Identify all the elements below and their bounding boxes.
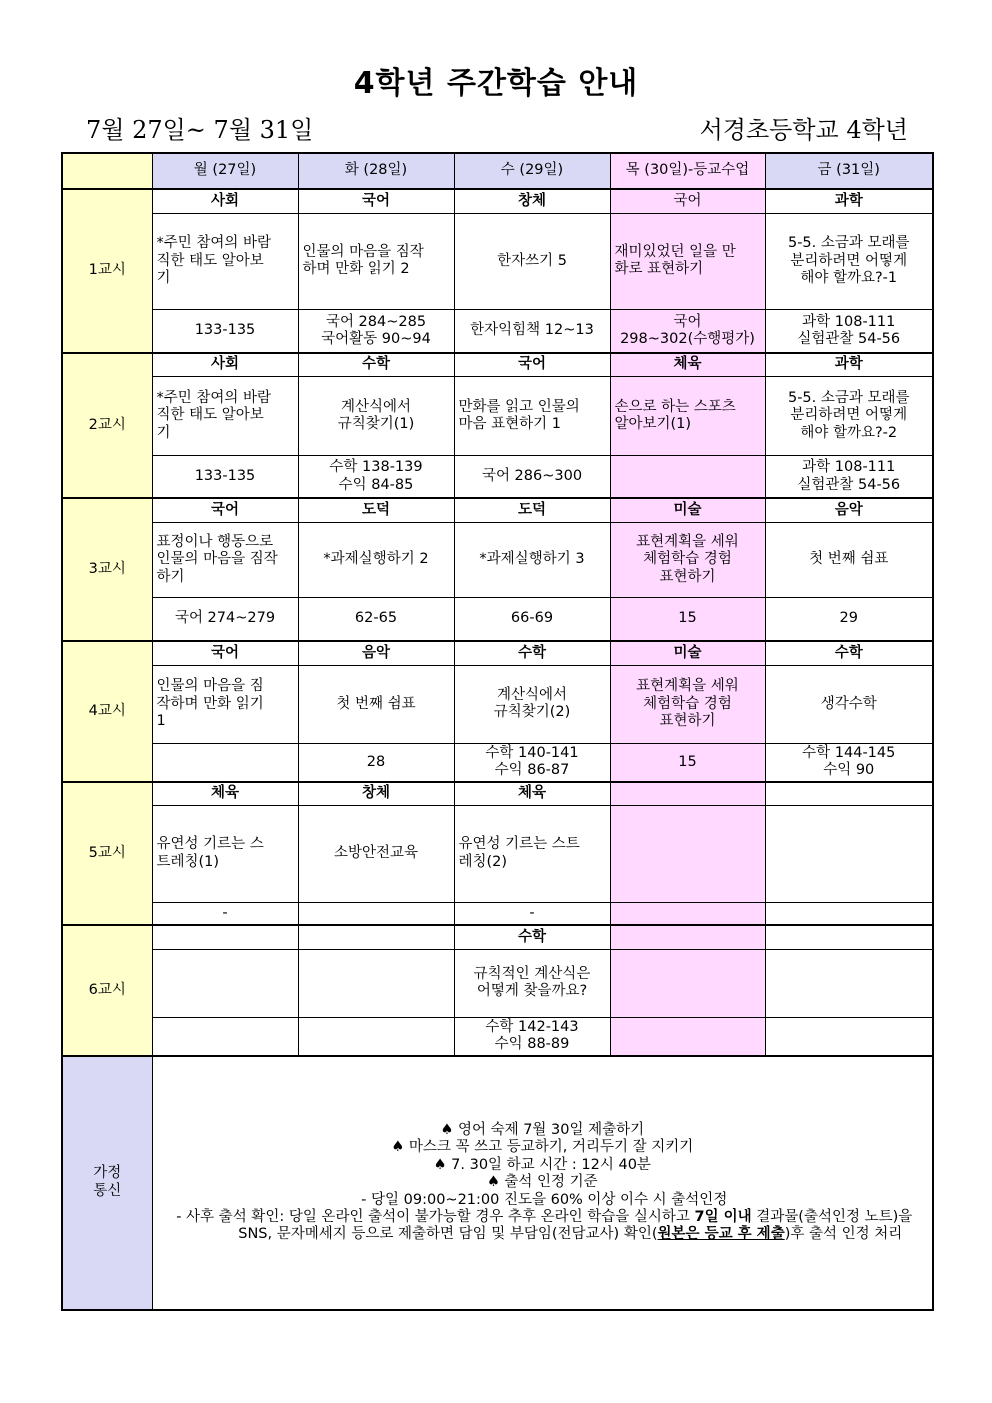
home-notice-label xyxy=(62,1056,152,1310)
topic-line: 표현계획을 세워 xyxy=(636,678,739,695)
topic-line: 레칭(2) xyxy=(458,853,508,870)
subject-cell-mon: 사회 xyxy=(152,353,298,377)
topic-line: 계산식에서 xyxy=(340,398,412,415)
pages-cell-tue xyxy=(298,1018,454,1056)
topic-line: 인물의 마음을 짐작 xyxy=(302,244,424,261)
topic-cell-wed xyxy=(454,665,610,743)
subject-cell-wed: 도덕 xyxy=(454,498,610,522)
topic-line: *주민 참여의 바람 xyxy=(156,390,272,406)
pages-cell-tue xyxy=(298,598,454,641)
pages-line: 수익 84-85 xyxy=(338,476,414,493)
day-header-mon: 월 (27일) xyxy=(152,153,298,189)
subject-cell-fri: 수학 xyxy=(765,641,933,665)
day-header-thu: 목 (30일)-등교수업 xyxy=(610,153,765,189)
day-header-fri: 금 (31일) xyxy=(765,153,933,189)
notice-emphasis: 원본은 등교 후 제출 xyxy=(657,1226,785,1243)
topic-line: 만화를 읽고 인물의 xyxy=(458,398,580,415)
topic-line: 1 xyxy=(156,712,166,729)
subject-cell-wed: 수학 xyxy=(454,925,610,949)
pages-cell-mon xyxy=(152,743,298,781)
pages-cell-wed xyxy=(454,598,610,641)
subject-cell-tue: 창체 xyxy=(298,782,454,806)
page-title: 4학년 주간학습 안내 xyxy=(353,66,639,101)
period-1-pages-row xyxy=(62,310,933,353)
pages-line: 15 xyxy=(678,610,697,627)
day-header-row xyxy=(62,153,933,189)
topic-line: 직한 태도 알아보 xyxy=(156,407,264,424)
period-2-pages-row xyxy=(62,455,933,498)
topic-line: 해야 할까요?-2 xyxy=(800,424,898,441)
pages-line: 국어활동 90~94 xyxy=(321,330,431,347)
pages-cell-mon xyxy=(152,598,298,641)
pages-line: 국어 xyxy=(673,313,702,330)
topic-line: 작하며 만화 읽기 xyxy=(156,695,264,712)
topic-cell-wed xyxy=(454,523,610,598)
topic-cell-fri xyxy=(765,949,933,1017)
pages-line: 수학 140-141 xyxy=(485,744,579,761)
notice-emphasis: 7일 이내 xyxy=(694,1208,752,1225)
subject-cell-tue: 음악 xyxy=(298,641,454,665)
pages-cell-wed xyxy=(454,1018,610,1056)
period-label: 4교시 xyxy=(62,641,152,782)
topic-line: 유연성 기르는 스 xyxy=(156,836,264,853)
notice-text: 결과물(출석인정 노트)을 xyxy=(751,1208,913,1225)
period-1-subject-row xyxy=(62,189,933,213)
day-header-tue: 화 (28일) xyxy=(298,153,454,189)
topic-line: 유연성 기르는 스트 xyxy=(458,836,580,853)
home-notice-row xyxy=(62,1056,933,1310)
subject-cell-fri: 음악 xyxy=(765,498,933,522)
pages-line: 한자익힘책 12~13 xyxy=(470,322,594,339)
pages-cell-thu xyxy=(610,598,765,641)
notice-text: SNS, 문자메세지 등으로 제출하면 담임 및 부담임(전담교사) 확인( xyxy=(238,1226,658,1243)
topic-line: 표정이나 행동으로 xyxy=(156,534,274,551)
topic-line: *과제실행하기 2 xyxy=(323,551,429,568)
period-2-subject-row xyxy=(62,353,933,377)
period-3-pages-row xyxy=(62,598,933,641)
subject-cell-tue xyxy=(298,925,454,949)
topic-line: 5-5. 소금과 모래를 xyxy=(787,235,910,252)
topic-cell-fri xyxy=(765,665,933,743)
pages-line: 과학 108-111 xyxy=(802,459,896,476)
topic-line: 규칙찾기(1) xyxy=(337,416,415,433)
pages-line: 수익 86-87 xyxy=(494,762,570,779)
notice-sub-item xyxy=(157,1209,929,1226)
period-5-subject-row xyxy=(62,782,933,806)
pages-line: 62-65 xyxy=(354,610,398,627)
day-header-wed: 수 (29일) xyxy=(454,153,610,189)
topic-line: 기 xyxy=(156,270,171,287)
pages-line: 실험관찰 54-56 xyxy=(797,330,901,347)
topic-line: 인물의 마음을 짐 xyxy=(156,678,264,695)
topic-line: 체험학습 경험 xyxy=(643,551,732,568)
topic-line: 마음 표현하기 1 xyxy=(458,416,561,433)
topic-line: 분리하려면 어떻게 xyxy=(790,407,908,424)
topic-cell-thu xyxy=(610,213,765,309)
pages-cell-tue xyxy=(298,902,454,925)
notice-bullet: ♠ 출석 인정 기준 xyxy=(486,1174,598,1191)
topic-line: 첫 번째 쉼표 xyxy=(336,695,416,712)
subject-cell-wed: 창체 xyxy=(454,189,610,213)
topic-line: 하기 xyxy=(156,568,185,585)
subject-cell-thu: 국어 xyxy=(610,189,765,213)
subject-cell-mon: 국어 xyxy=(152,498,298,522)
period-label: 2교시 xyxy=(62,353,152,499)
pages-line: 수학 144-145 xyxy=(802,744,896,761)
subject-cell-thu: 미술 xyxy=(610,641,765,665)
topic-line: 해야 할까요?-1 xyxy=(800,270,898,287)
subject-cell-wed: 국어 xyxy=(454,353,610,377)
topic-cell-tue xyxy=(298,377,454,455)
notice-bullet: ♠ 마스크 꼭 쓰고 등교하기, 거리두기 잘 지키기 xyxy=(391,1139,694,1156)
pages-line: 133-135 xyxy=(194,322,256,339)
topic-line: 어떻게 찾을까요? xyxy=(476,983,588,1000)
topic-cell-fri xyxy=(765,377,933,455)
pages-cell-tue xyxy=(298,310,454,353)
topic-line: 기 xyxy=(156,424,171,441)
subject-cell-mon: 사회 xyxy=(152,189,298,213)
home-notice-content xyxy=(152,1056,933,1310)
pages-cell-fri xyxy=(765,743,933,781)
period-6-pages-row xyxy=(62,1018,933,1056)
topic-cell-tue xyxy=(298,806,454,902)
subject-cell-mon: 국어 xyxy=(152,641,298,665)
period-5-topic-row xyxy=(62,806,933,902)
topic-cell-mon xyxy=(152,523,298,598)
topic-line: 5-5. 소금과 모래를 xyxy=(787,390,910,406)
pages-line: 28 xyxy=(366,753,386,770)
pages-cell-mon xyxy=(152,1018,298,1056)
school-name: 서경초등학교 4학년 xyxy=(699,116,908,144)
topic-cell-mon xyxy=(152,949,298,1017)
topic-line: 하며 만화 읽기 2 xyxy=(302,261,410,278)
notice-sub-item xyxy=(157,1226,929,1243)
notice-text: )후 출석 인정 처리 xyxy=(784,1226,903,1243)
period-label: 3교시 xyxy=(62,498,152,641)
topic-cell-thu xyxy=(610,665,765,743)
pages-cell-wed xyxy=(454,743,610,781)
topic-line: 생각수학 xyxy=(820,695,877,712)
schedule-body xyxy=(62,153,933,1310)
topic-cell-wed xyxy=(454,949,610,1017)
pages-line: 수익 90 xyxy=(823,762,875,779)
pages-cell-tue xyxy=(298,455,454,498)
subject-cell-tue: 수학 xyxy=(298,353,454,377)
topic-cell-fri xyxy=(765,213,933,309)
topic-cell-thu xyxy=(610,806,765,902)
pages-line: 수학 142-143 xyxy=(485,1018,579,1035)
topic-line: 체험학습 경험 xyxy=(643,695,732,712)
subject-cell-thu xyxy=(610,782,765,806)
topic-cell-mon xyxy=(152,377,298,455)
period-4-subject-row xyxy=(62,641,933,665)
topic-line: 트레칭(1) xyxy=(156,853,220,870)
topic-line: 분리하려면 어떻게 xyxy=(790,252,908,269)
topic-line: 손으로 하는 스포츠 xyxy=(614,398,736,415)
topic-cell-thu xyxy=(610,949,765,1017)
topic-line: 한자쓰기 5 xyxy=(497,252,567,269)
pages-line: - xyxy=(222,904,228,921)
topic-cell-wed xyxy=(454,377,610,455)
pages-line: 과학 108-111 xyxy=(802,313,896,330)
pages-cell-wed xyxy=(454,455,610,498)
pages-line: 66-69 xyxy=(510,610,554,627)
topic-cell-mon xyxy=(152,665,298,743)
subject-cell-mon xyxy=(152,925,298,949)
pages-line: - xyxy=(529,904,535,921)
subject-cell-wed: 수학 xyxy=(454,641,610,665)
pages-line: 국어 284~285 xyxy=(325,313,427,330)
subject-cell-thu xyxy=(610,925,765,949)
notice-text: - 사후 출석 확인: 당일 온라인 출석이 불가능할 경우 추후 온라인 학습을 실시하고 xyxy=(176,1208,695,1225)
topic-cell-thu xyxy=(610,523,765,598)
notice-bullet: ♠ 영어 숙제 7월 30일 제출하기 xyxy=(440,1121,645,1138)
topic-line: 화로 표현하기 xyxy=(614,261,704,278)
pages-line: 수학 138-139 xyxy=(329,459,423,476)
period-3-subject-row xyxy=(62,498,933,522)
period-6-subject-row xyxy=(62,925,933,949)
topic-line: 직한 태도 알아보 xyxy=(156,252,264,269)
period-4-topic-row xyxy=(62,665,933,743)
pages-cell-mon xyxy=(152,902,298,925)
period-3-topic-row xyxy=(62,523,933,598)
topic-line: 규칙찾기(2) xyxy=(493,704,571,721)
pages-cell-fri xyxy=(765,310,933,353)
weekly-schedule-table xyxy=(61,152,934,1311)
topic-cell-thu xyxy=(610,377,765,455)
subject-cell-tue: 도덕 xyxy=(298,498,454,522)
pages-cell-mon xyxy=(152,310,298,353)
corner-cell xyxy=(62,153,152,189)
period-label: 1교시 xyxy=(62,189,152,353)
subject-cell-mon: 체육 xyxy=(152,782,298,806)
subject-cell-fri xyxy=(765,782,933,806)
topic-line: 계산식에서 xyxy=(496,686,568,703)
topic-line: 표현계획을 세워 xyxy=(636,534,739,551)
topic-line: 재미있었던 일을 만 xyxy=(614,244,736,261)
pages-line: 15 xyxy=(678,753,697,770)
period-2-topic-row xyxy=(62,377,933,455)
period-1-topic-row xyxy=(62,213,933,309)
topic-cell-mon xyxy=(152,213,298,309)
subject-cell-thu: 체육 xyxy=(610,353,765,377)
pages-line: 국어 274~279 xyxy=(174,610,276,627)
pages-line: 133-135 xyxy=(194,467,256,484)
notice-bullet: ♠ 7. 30일 하교 시간 : 12시 40분 xyxy=(433,1156,651,1173)
topic-cell-fri xyxy=(765,806,933,902)
pages-line: 실험관찰 54-56 xyxy=(797,476,901,493)
subject-cell-fri: 과학 xyxy=(765,353,933,377)
pages-cell-thu xyxy=(610,1018,765,1056)
pages-cell-mon xyxy=(152,455,298,498)
topic-cell-fri xyxy=(765,523,933,598)
pages-cell-fri xyxy=(765,455,933,498)
notice-label-line: 통신 xyxy=(93,1182,122,1199)
topic-cell-tue xyxy=(298,213,454,309)
topic-line: 소방안전교육 xyxy=(333,845,419,862)
topic-line: 첫 번째 쉼표 xyxy=(809,551,889,568)
pages-cell-thu xyxy=(610,310,765,353)
pages-line: 29 xyxy=(839,610,858,627)
period-4-pages-row xyxy=(62,743,933,781)
date-range: 7월 27일~ 7월 31일 xyxy=(86,116,314,144)
period-label: 5교시 xyxy=(62,782,152,926)
subject-cell-fri: 과학 xyxy=(765,189,933,213)
notice-label-line: 가정 xyxy=(93,1165,122,1182)
topic-cell-wed xyxy=(454,213,610,309)
pages-line: 수익 88-89 xyxy=(494,1036,570,1053)
topic-line: *주민 참여의 바람 xyxy=(156,235,272,252)
subject-cell-thu: 미술 xyxy=(610,498,765,522)
pages-line: 298~302(수행평가) xyxy=(620,330,755,347)
pages-cell-fri xyxy=(765,902,933,925)
pages-cell-tue xyxy=(298,743,454,781)
topic-line: 알아보기(1) xyxy=(614,416,692,433)
pages-line: 국어 286~300 xyxy=(481,467,583,484)
notice-sub-item: - 당일 09:00~21:00 진도을 60% 이상 이수 시 출석인정 xyxy=(361,1191,728,1208)
subject-cell-tue: 국어 xyxy=(298,189,454,213)
period-label: 6교시 xyxy=(62,925,152,1056)
topic-line: 인물의 마음을 짐작 xyxy=(156,551,278,568)
subject-cell-wed: 체육 xyxy=(454,782,610,806)
period-6-topic-row xyxy=(62,949,933,1017)
pages-cell-thu xyxy=(610,902,765,925)
pages-cell-thu xyxy=(610,455,765,498)
pages-cell-wed xyxy=(454,310,610,353)
topic-line: 표현하기 xyxy=(659,568,716,585)
topic-cell-tue xyxy=(298,665,454,743)
pages-cell-fri xyxy=(765,598,933,641)
pages-cell-fri xyxy=(765,1018,933,1056)
topic-cell-tue xyxy=(298,949,454,1017)
topic-line: 표현하기 xyxy=(659,712,716,729)
topic-cell-tue xyxy=(298,523,454,598)
pages-cell-wed xyxy=(454,902,610,925)
pages-cell-thu xyxy=(610,743,765,781)
topic-cell-wed xyxy=(454,806,610,902)
topic-cell-mon xyxy=(152,806,298,902)
subject-cell-fri xyxy=(765,925,933,949)
topic-line: *과제실행하기 3 xyxy=(479,551,585,568)
period-5-pages-row xyxy=(62,902,933,925)
topic-line: 규칙적인 계산식은 xyxy=(473,966,591,983)
